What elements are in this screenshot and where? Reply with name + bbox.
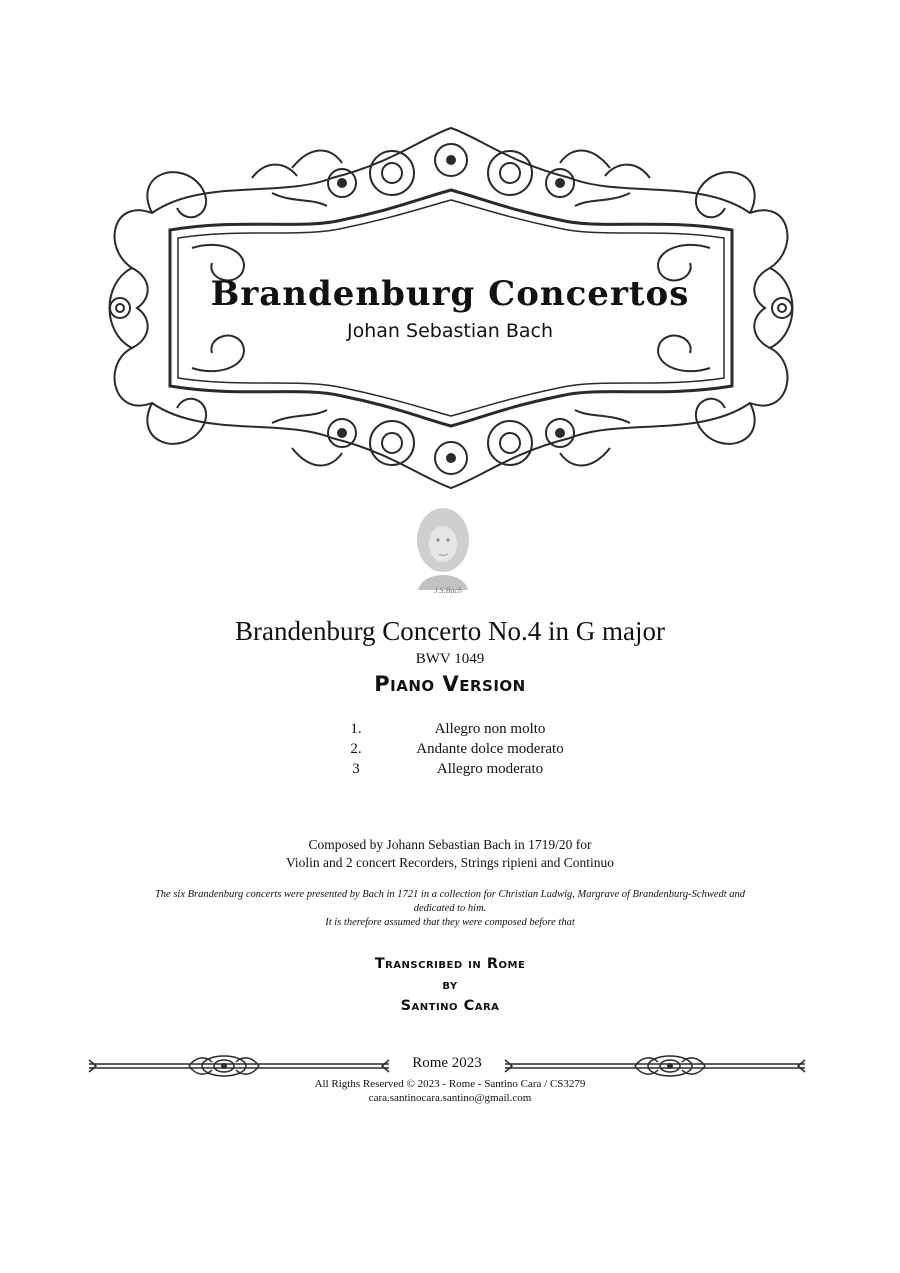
ornamental-divider-left xyxy=(84,1050,394,1080)
portrait-signature: J.S.Bach xyxy=(434,586,462,595)
composer-name: Johan Sebastian Bach xyxy=(347,320,553,342)
movement-item xyxy=(0,761,900,781)
bach-portrait-icon xyxy=(398,500,488,600)
transcription-line-2: by xyxy=(442,977,458,993)
note-line-1: The six Brandenburg concerts were presented by Bach in 1721 in a collection for Christian Ludwig, Margrave of Brandenburg-Schwedt and xyxy=(154,889,746,900)
contact-email[interactable]: cara.santinocara.santino@gmail.com xyxy=(368,1092,532,1104)
movement-item xyxy=(0,741,900,761)
composed-line-1: Composed by Johann Sebastian Bach in 1719/20 for xyxy=(308,837,592,852)
collection-title: Brandenburg Concertos xyxy=(210,274,690,314)
catalogue-number: BWV 1049 xyxy=(415,651,485,667)
movement-name: Allegro moderato xyxy=(436,761,544,777)
ornamental-divider-right xyxy=(500,1050,810,1080)
transcription-line-1: Transcribed in Rome xyxy=(374,956,526,972)
note-line-2: dedicated to him. xyxy=(413,903,487,914)
transcription-line-3: Santino Cara xyxy=(400,998,500,1014)
note-line-3: It is therefore assumed that they were composed before that xyxy=(325,917,575,928)
movement-number: 2. xyxy=(350,741,362,757)
movement-number: 3 xyxy=(352,761,360,777)
movement-item xyxy=(0,721,900,741)
composed-line-2: Violin and 2 concert Recorders, Strings ripieni and Continuo xyxy=(285,855,614,870)
copyright-notice: All Rigths Reserved © 2023 - Rome - Santino Cara / CS3279 xyxy=(314,1078,586,1090)
work-title: Brandenburg Concerto No.4 in G major xyxy=(235,616,665,646)
movement-name: Andante dolce moderato xyxy=(416,741,564,757)
movement-name: Allegro non molto xyxy=(434,721,546,737)
version-title: Piano Version xyxy=(374,672,526,696)
place-year: Rome 2023 xyxy=(412,1055,482,1071)
movement-number: 1. xyxy=(350,721,362,737)
